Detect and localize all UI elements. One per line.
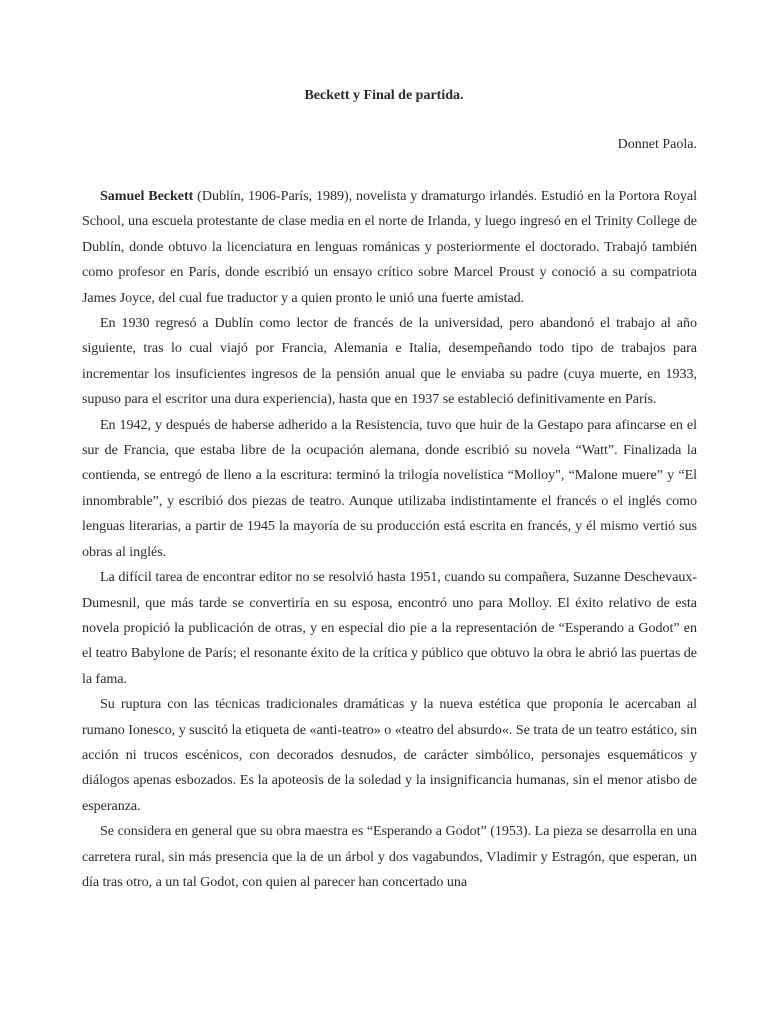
paragraph: La difícil tarea de encontrar editor no se resolvió hasta 1951, cuando su compañera, Suzanne Deschevaux-Dumesnil, que más tarde se convertiría en su esposa, encontró uno para Molloy. El éxito relativo de esta novela propició la publicación de otras, y en especial dio pie a la representación de “Esperando a Godot” en el teatro Babylone de París; el resonante éxito de la crítica y público que obtuvo la obra le abrió las puertas de la fama. (82, 569, 697, 687)
paragraph: Su ruptura con las técnicas tradicionales dramáticas y la nueva estética que proponía le acercaban al rumano Ionesco, y suscitó la etiqueta de «anti-teatro» o «teatro del absurdo«. Se trata de un teatro estático, sin acción ni trucos escénicos, con decorados desnudos, de carácter simbólico, personajes esquemáticos y diálogos apenas esbozados. Es la apoteosis de la soledad y la insignificancia humanas, sin el menor atisbo de esperanza. (82, 696, 697, 814)
intro-text: (Dublín, 1906-París, 1989), novelista y dramaturgo irlandés. Estudió en la Portora Royal School, una escuela protestante de clase media en el norte de Irlanda, y luego ingresó en el Trinity College de Dublín, donde obtuvo la licenciatura en lenguas románicas y posteriormente el doctorado. Trabajó también como profesor en París, donde escribió un ensayo crítico sobre Marcel Proust y conoció a su compatriota James Joyce, del cual fue traductor y a quien pronto le unió una fuerte amistad. (82, 188, 697, 306)
paragraph: En 1942, y después de haberse adherido a la Resistencia, tuvo que huir de la Gestapo para afincarse en el sur de Francia, que estaba libre de la ocupación alemana, donde escribió su novela “Watt”. Finalizada la contienda, se entregó de lleno a la escritura: terminó la trilogía novelística “Molloy", “Malone muere” y “El innombrable”, y escribió dos piezas de teatro. Aunque utilizaba indistintamente el francés o el inglés como lenguas literarias, a partir de 1945 la mayoría de su producción está escrita en francés, y él mismo vertió sus obras al inglés. (82, 416, 697, 560)
author-name: Donnet Paola. (617, 137, 697, 152)
document-body (82, 184, 697, 895)
subject-name: Samuel Beckett (100, 188, 194, 204)
paragraph: Se considera en general que su obra maestra es “Esperando a Godot” (1953). La pieza se desarrolla en una carretera rural, sin más presencia que la de un árbol y dos vagabundos, Vladimir y Estragón, que esperan, un día tras otro, a un tal Godot, con quien al parecer han concertado una (82, 823, 697, 890)
paragraph: En 1930 regresó a Dublín como lector de francés de la universidad, pero abandonó el trabajo al año siguiente, tras lo cual viajó por Francia, Alemania e Italia, desempeñando todo tipo de trabajos para incrementar los insuficientes ingresos de la pensión anual que le enviaba su padre (cuya muerte, en 1933, supuso para el escritor una dura experiencia), hasta que en 1937 se estableció definitivamente en París. (82, 315, 697, 408)
document-title: Beckett y Final de partida. (304, 88, 464, 103)
paragraph-intro (82, 184, 697, 311)
